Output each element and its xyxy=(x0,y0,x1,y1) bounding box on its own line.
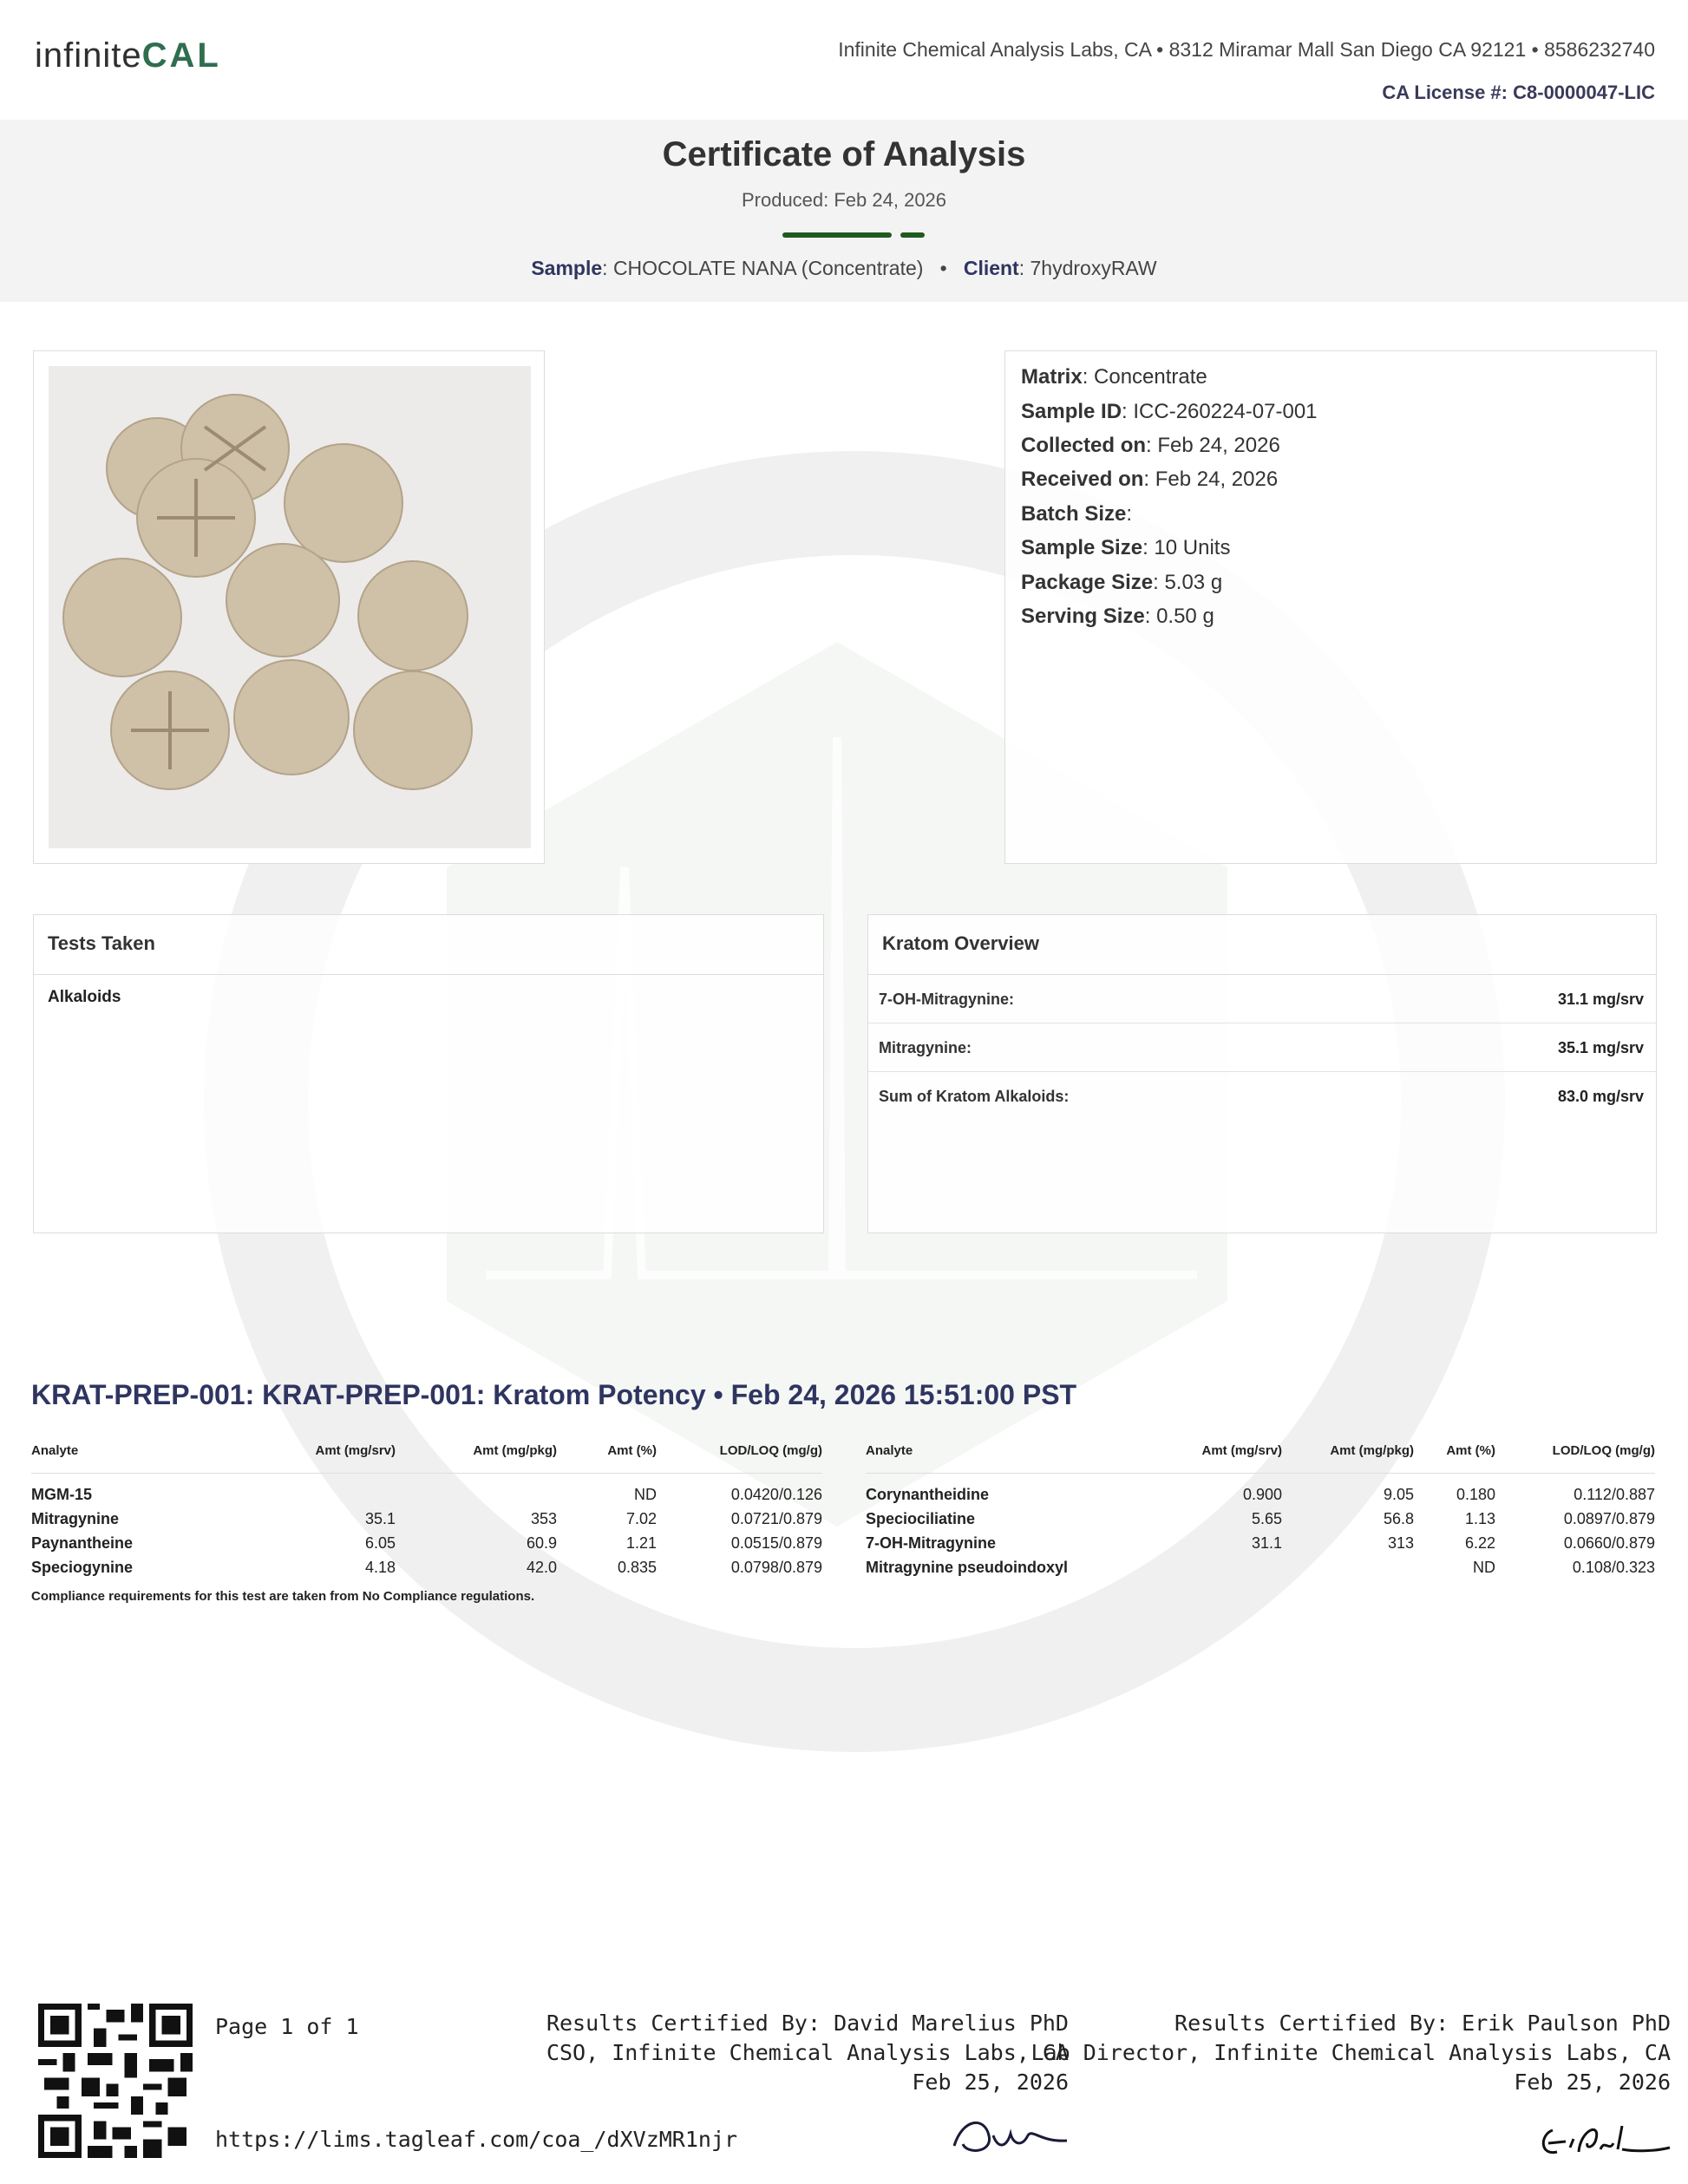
lab-logo: infiniteCAL xyxy=(35,36,221,75)
kratom-row-value: 35.1 mg/srv xyxy=(1557,1039,1644,1056)
kratom-overview-title: Kratom Overview xyxy=(882,932,1039,954)
cell-analyte: Mitragynine pseudoindoxyl xyxy=(866,1558,1069,1576)
table-row xyxy=(31,1555,822,1579)
info-serving-size: Serving Size: 0.50 g xyxy=(1021,605,1214,628)
cell-analyte: MGM-15 xyxy=(31,1485,93,1503)
cell-lodloq: 0.0660/0.879 xyxy=(1563,1533,1655,1552)
cell-lodloq: 0.0515/0.879 xyxy=(730,1533,822,1552)
tests-taken-title: Tests Taken xyxy=(48,932,155,954)
certifier-2-name: Results Certified By: Erik Paulson PhD xyxy=(1174,2011,1671,2036)
signature-1 xyxy=(945,2109,1076,2161)
col-header: LOD/LOQ (mg/g) xyxy=(657,1440,822,1474)
kratom-row-label: Sum of Kratom Alkaloids: xyxy=(879,1088,1070,1105)
col-header: Amt (mg/pkg) xyxy=(1282,1440,1414,1474)
table-row xyxy=(866,1555,1655,1579)
info-collected-on: Collected on: Feb 24, 2026 xyxy=(1021,434,1280,457)
cell-analyte: 7-OH-Mitragynine xyxy=(866,1533,997,1552)
cell-lodloq: 0.108/0.323 xyxy=(1572,1558,1655,1576)
potency-section-title: KRAT-PREP-001: KRAT-PREP-001: Kratom Potency • Feb 24, 2026 15:51:00 PST xyxy=(31,1379,1077,1410)
kratom-overview-panel xyxy=(867,914,1657,1233)
cell-lodloq: 0.0420/0.126 xyxy=(730,1485,822,1503)
kratom-row-value: 83.0 mg/srv xyxy=(1557,1088,1644,1105)
sample-client-line: Sample: CHOCOLATE NANA (Concentrate) • Client: 7hydroxyRAW xyxy=(531,257,1157,279)
produced-date: Produced: Feb 24, 2026 xyxy=(741,189,947,211)
cell-lodloq: 0.112/0.887 xyxy=(1574,1485,1655,1503)
sample-photo xyxy=(49,366,531,848)
sample-info-panel xyxy=(1004,350,1657,864)
kratom-row xyxy=(868,975,1656,1023)
cell-analyte: Paynantheine xyxy=(31,1533,134,1552)
cell-pkg: 42.0 xyxy=(526,1558,557,1576)
col-header: Analyte xyxy=(866,1440,1143,1474)
info-batch-size: Batch Size: xyxy=(1021,502,1133,526)
kratom-row xyxy=(868,1072,1656,1120)
cell-pkg xyxy=(1282,1555,1414,1579)
lab-address: Infinite Chemical Analysis Labs, CA • 8312 Miramar Mall San Diego CA 92121 • 8586232740 xyxy=(838,38,1655,61)
certifier-1-date: Feb 25, 2026 xyxy=(912,2070,1069,2095)
title-underline-accent xyxy=(900,232,925,238)
certifier-1-title: CSO, Infinite Chemical Analysis Labs, CA xyxy=(546,2040,1069,2065)
col-header: LOD/LOQ (mg/g) xyxy=(1495,1440,1655,1474)
signature-2 xyxy=(1535,2113,1674,2165)
cell-analyte: Corynantheidine xyxy=(866,1485,990,1503)
sample-photo-frame xyxy=(33,350,545,864)
certifier-1 xyxy=(546,2009,1069,2097)
col-header: Amt (mg/srv) xyxy=(257,1440,396,1474)
certifier-2 xyxy=(1030,2009,1671,2097)
coa-url-link[interactable]: https://lims.tagleaf.com/coa_/dXVzMR1njr xyxy=(215,2127,738,2152)
potency-table-right xyxy=(866,1440,1655,1579)
kratom-row xyxy=(868,1023,1656,1072)
cell-pct: 7.02 xyxy=(625,1509,657,1527)
table-row xyxy=(866,1507,1655,1531)
cell-pkg: 313 xyxy=(1387,1533,1414,1552)
certifier-1-name: Results Certified By: David Marelius PhD xyxy=(546,2011,1069,2036)
cell-lodloq: 0.0897/0.879 xyxy=(1563,1509,1655,1527)
info-matrix: Matrix: Concentrate xyxy=(1021,365,1207,389)
cell-lodloq: 0.0798/0.879 xyxy=(730,1558,822,1576)
cell-srv xyxy=(257,1474,396,1507)
page-title: Certificate of Analysis xyxy=(662,135,1026,173)
cell-pkg xyxy=(396,1474,557,1507)
cell-pkg: 60.9 xyxy=(526,1533,557,1552)
col-header: Amt (%) xyxy=(1414,1440,1495,1474)
cell-pct: 0.835 xyxy=(617,1558,657,1576)
cell-pct: 1.13 xyxy=(1464,1509,1495,1527)
info-package-size: Package Size: 5.03 g xyxy=(1021,571,1223,594)
info-sample-size: Sample Size: 10 Units xyxy=(1021,536,1231,559)
cell-pkg: 56.8 xyxy=(1383,1509,1414,1527)
table-row xyxy=(31,1531,822,1555)
cell-pkg: 353 xyxy=(530,1509,557,1527)
table-header-row xyxy=(31,1440,822,1474)
table-header-row xyxy=(866,1440,1655,1474)
page-number: Page 1 of 1 xyxy=(215,2014,359,2039)
cell-pct: 0.180 xyxy=(1456,1485,1495,1503)
certifier-2-title: Lab Director, Infinite Chemical Analysis Labs, CA xyxy=(1030,2040,1671,2065)
compliance-note: Compliance requirements for this test are taken from No Compliance regulations. xyxy=(31,1589,535,1604)
cell-srv: 35.1 xyxy=(364,1509,396,1527)
info-received-on: Received on: Feb 24, 2026 xyxy=(1021,468,1279,491)
potency-table-left xyxy=(31,1440,822,1579)
col-header: Analyte xyxy=(31,1440,257,1474)
cell-pct: ND xyxy=(634,1485,657,1503)
cell-srv: 0.900 xyxy=(1242,1485,1282,1503)
col-header: Amt (%) xyxy=(557,1440,657,1474)
qr-code[interactable] xyxy=(38,2004,193,2158)
col-header: Amt (mg/srv) xyxy=(1143,1440,1282,1474)
col-header: Amt (mg/pkg) xyxy=(396,1440,557,1474)
info-sample-id: Sample ID: ICC-260224-07-001 xyxy=(1021,400,1318,423)
cell-pkg: 9.05 xyxy=(1383,1485,1414,1503)
table-row xyxy=(31,1507,822,1531)
cell-analyte: Speciociliatine xyxy=(866,1509,976,1527)
cell-srv: 4.18 xyxy=(364,1558,396,1576)
table-row xyxy=(866,1474,1655,1507)
cell-pct: 6.22 xyxy=(1464,1533,1495,1552)
cell-analyte: Mitragynine xyxy=(31,1509,120,1527)
cell-analyte: Speciogynine xyxy=(31,1558,134,1576)
cell-pct: 1.21 xyxy=(625,1533,657,1552)
kratom-row-value: 31.1 mg/srv xyxy=(1557,991,1644,1008)
cell-srv: 31.1 xyxy=(1251,1533,1282,1552)
cell-srv: 5.65 xyxy=(1251,1509,1282,1527)
kratom-row-label: Mitragynine: xyxy=(879,1039,972,1056)
license-number: CA License #: C8-0000047-LIC xyxy=(1382,82,1655,103)
table-row xyxy=(31,1474,822,1507)
test-item: Alkaloids xyxy=(48,988,121,1006)
cell-srv: 6.05 xyxy=(364,1533,396,1552)
cell-srv xyxy=(1143,1555,1282,1579)
tests-taken-panel xyxy=(33,914,824,1233)
cell-pct: ND xyxy=(1473,1558,1495,1576)
certifier-2-date: Feb 25, 2026 xyxy=(1514,2070,1671,2095)
table-row xyxy=(866,1531,1655,1555)
title-underline xyxy=(782,232,892,238)
kratom-row-label: 7-OH-Mitragynine: xyxy=(879,991,1015,1008)
cell-lodloq: 0.0721/0.879 xyxy=(730,1509,822,1527)
